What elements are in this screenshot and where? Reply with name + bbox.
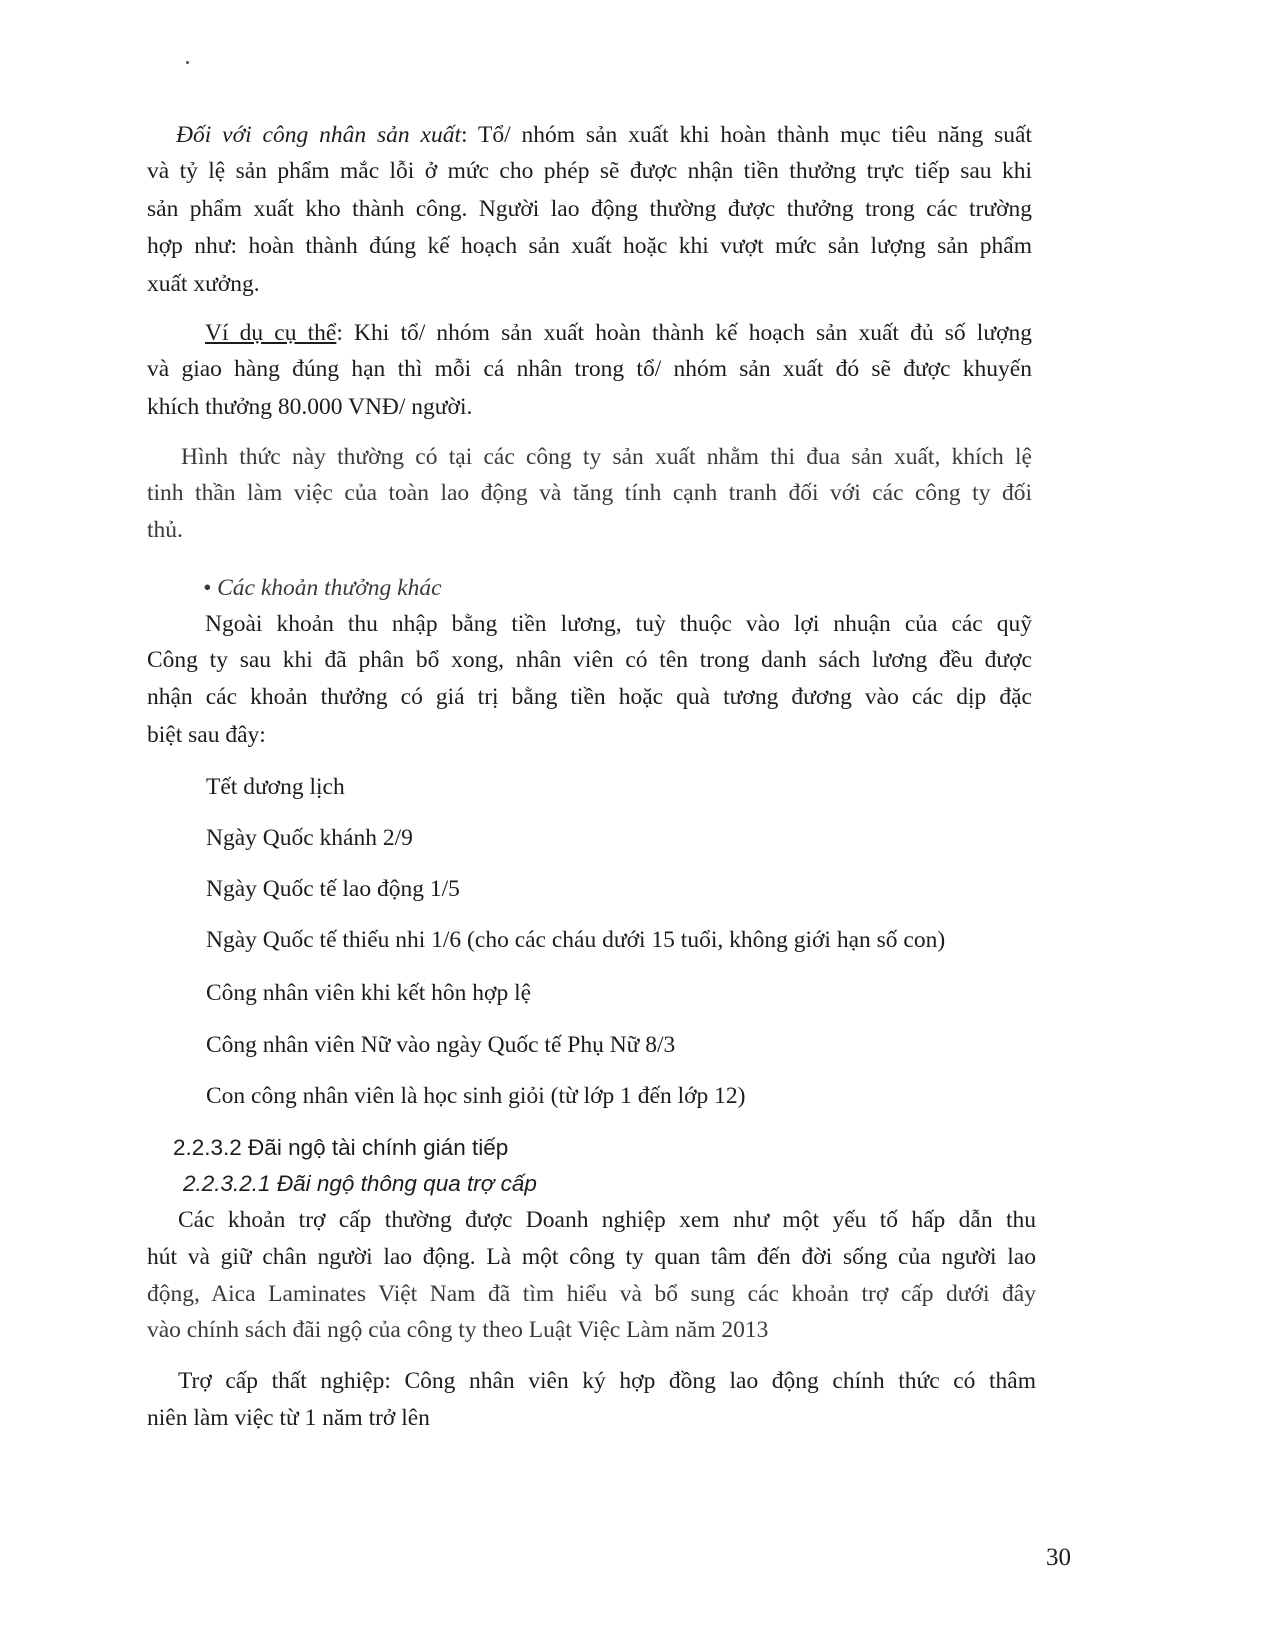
occasion-list-item: Tết dương lịch xyxy=(206,774,345,800)
form-paragraph-line-3: thủ. xyxy=(147,517,183,543)
incentive-paragraph-line-1 xyxy=(176,124,1032,148)
incentive-text: : Tổ/ nhóm sản xuất khi hoàn thành mục tiêu năng suất xyxy=(461,122,1032,148)
occasion-list-item: Công nhân viên Nữ vào ngày Quốc tế Phụ Nữ 8/3 xyxy=(206,1032,676,1058)
example-paragraph-line-2: và giao hàng đúng hạn thì mỗi cá nhân trong tổ/ nhóm sản xuất đó sẽ được khuyến xyxy=(147,356,1032,382)
allowance-paragraph-line-3: động, Aica Laminates Việt Nam đã tìm hiểu và bổ sung các khoản trợ cấp dưới đây xyxy=(147,1281,1036,1307)
unemployment-line-2: niên làm việc từ 1 năm trở lên xyxy=(147,1405,430,1431)
allowance-paragraph-line-4: vào chính sách đãi ngộ của công ty theo Luật Việc Làm năm 2013 xyxy=(147,1317,769,1343)
example-text: : Khi tổ/ nhóm sản xuất hoàn thành kế hoạch sản xuất đủ số lượng xyxy=(336,320,1032,346)
allowance-paragraph-line-1: Các khoản trợ cấp thường được Doanh nghiệp xem như một yếu tố hấp dẫn thu xyxy=(178,1207,1036,1233)
section-subheading: 2.2.3.2.1 Đãi ngộ thông qua trợ cấp xyxy=(183,1171,537,1196)
other-bonuses-heading: • Các khoản thưởng khác xyxy=(203,575,442,601)
incentive-paragraph-line-5: xuất xưởng. xyxy=(147,271,260,297)
occasion-list-item: Công nhân viên khi kết hôn hợp lệ xyxy=(206,980,532,1006)
other-bonuses-line-1: Ngoài khoản thu nhập bằng tiền lương, tuỳ thuộc vào lợi nhuận của các quỹ xyxy=(205,611,1032,637)
incentive-paragraph-line-3: sản phẩm xuất kho thành công. Người lao động thường được thưởng trong các trường xyxy=(147,196,1032,222)
form-paragraph-line-1: Hình thức này thường có tại các công ty sản xuất nhằm thi đua sản xuất, khích lệ xyxy=(181,444,1032,470)
occasion-list-item: Con công nhân viên là học sinh giỏi (từ lớp 1 đến lớp 12) xyxy=(206,1083,746,1109)
section-heading: 2.2.3.2 Đãi ngộ tài chính gián tiếp xyxy=(173,1135,509,1160)
example-label: Ví dụ cụ thể xyxy=(205,320,337,346)
scan-speck xyxy=(186,61,189,64)
allowance-paragraph-line-2: hút và giữ chân người lao động. Là một công ty quan tâm đến đời sống của người lao xyxy=(147,1244,1036,1270)
example-paragraph-line-1 xyxy=(205,322,1032,346)
form-paragraph-line-2: tinh thần làm việc của toàn lao động và tăng tính cạnh tranh đối với các công ty đối xyxy=(147,480,1032,506)
example-paragraph-line-3: khích thưởng 80.000 VNĐ/ người. xyxy=(147,394,473,420)
occasion-list-item: Ngày Quốc tế thiếu nhi 1/6 (cho các cháu dưới 15 tuổi, không giới hạn số con) xyxy=(206,927,946,953)
other-bonuses-line-4: biệt sau đây: xyxy=(147,722,266,748)
unemployment-line-1: Trợ cấp thất nghiệp: Công nhân viên ký hợp đồng lao động chính thức có thâm xyxy=(178,1368,1036,1394)
page-number: 30 xyxy=(1046,1544,1071,1571)
incentive-label: Đối với công nhân sản xuất xyxy=(176,122,461,148)
incentive-paragraph-line-4: hợp như: hoàn thành đúng kế hoạch sản xuất hoặc khi vượt mức sản lượng sản phẩm xyxy=(147,233,1032,259)
occasion-list-item: Ngày Quốc khánh 2/9 xyxy=(206,825,413,851)
other-bonuses-line-2: Công ty sau khi đã phân bổ xong, nhân viên có tên trong danh sách lương đều được xyxy=(147,647,1032,673)
incentive-paragraph-line-2: và tỷ lệ sản phẩm mắc lỗi ở mức cho phép sẽ được nhận tiền thưởng trực tiếp sau khi xyxy=(147,158,1032,184)
other-bonuses-line-3: nhận các khoản thưởng có giá trị bằng tiền hoặc quà tương đương vào các dịp đặc xyxy=(147,684,1032,710)
occasion-list-item: Ngày Quốc tế lao động 1/5 xyxy=(206,876,460,902)
